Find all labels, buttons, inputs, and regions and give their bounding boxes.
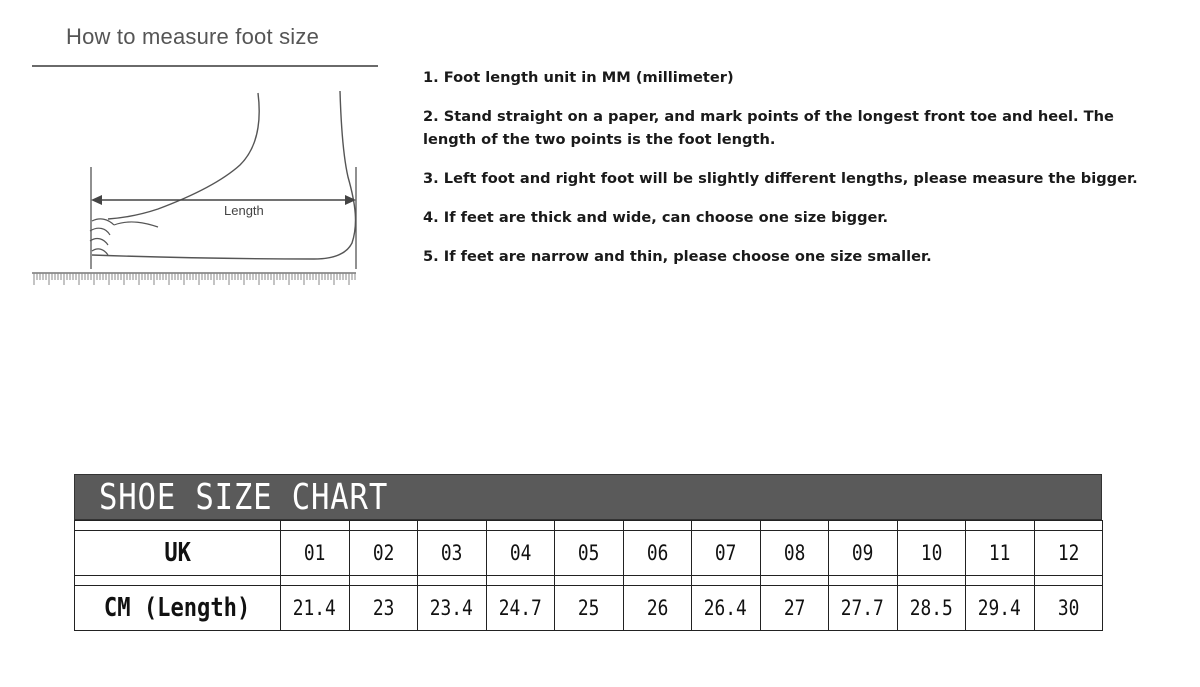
cm-length-cell: 24.7 <box>486 586 555 631</box>
uk-size-cell: 12 <box>1034 531 1103 576</box>
length-label: Length <box>224 203 264 218</box>
ruler-ticks <box>34 273 355 285</box>
size-chart-banner <box>74 474 1102 520</box>
step-5: 5. If feet are narrow and thin, please choose one size smaller. <box>423 248 932 265</box>
uk-row-header: UK <box>75 531 281 576</box>
cm-length-row <box>75 586 1103 631</box>
cm-length-cell: 26 <box>623 586 692 631</box>
uk-size-cell: 11 <box>966 531 1035 576</box>
cm-length-cell: 27 <box>760 586 829 631</box>
uk-size-cell: 03 <box>418 531 487 576</box>
step-3: 3. Left foot and right foot will be slightly different lengths, please measure the bigger. <box>423 170 1138 187</box>
size-chart-table <box>74 520 1103 631</box>
cm-length-cell: 29.4 <box>966 586 1035 631</box>
table-spacer-top <box>75 521 1103 531</box>
cm-length-cell: 30 <box>1034 586 1103 631</box>
cm-length-cell: 28.5 <box>897 586 966 631</box>
cm-row-header: CM (Length) <box>75 586 281 631</box>
leg-back-outline <box>314 91 355 259</box>
cm-length-cell: 23 <box>349 586 418 631</box>
table-spacer-middle <box>75 576 1103 586</box>
cm-length-cell: 27.7 <box>829 586 898 631</box>
size-chart-title: SHOE SIZE CHART <box>99 477 389 518</box>
uk-size-cell: 07 <box>692 531 761 576</box>
foot-measure-illustration <box>30 85 360 290</box>
uk-size-cell: 02 <box>349 531 418 576</box>
uk-size-cell: 05 <box>555 531 624 576</box>
guide-title: How to measure foot size <box>66 24 320 49</box>
uk-size-cell: 01 <box>281 531 350 576</box>
uk-size-cell: 08 <box>760 531 829 576</box>
uk-size-cell: 06 <box>623 531 692 576</box>
uk-size-cell: 09 <box>829 531 898 576</box>
step-1: 1. Foot length unit in MM (millimeter) <box>423 69 734 86</box>
cm-length-cell: 25 <box>555 586 624 631</box>
cm-length-cell: 23.4 <box>418 586 487 631</box>
length-arrow-left-head <box>91 195 102 205</box>
uk-size-cell: 04 <box>486 531 555 576</box>
guide-divider <box>32 65 378 67</box>
cm-length-cell: 26.4 <box>692 586 761 631</box>
step-4: 4. If feet are thick and wide, can choose one size bigger. <box>423 209 889 226</box>
uk-size-row <box>75 531 1103 576</box>
uk-size-cell: 10 <box>897 531 966 576</box>
measurement-steps <box>423 66 1143 284</box>
toes-outline <box>90 219 158 255</box>
cm-length-cell: 21.4 <box>281 586 350 631</box>
step-2: 2. Stand straight on a paper, and mark points of the longest front toe and heel. The length of the two points is the foot length. <box>423 108 1114 148</box>
foot-sole-outline <box>92 255 314 259</box>
